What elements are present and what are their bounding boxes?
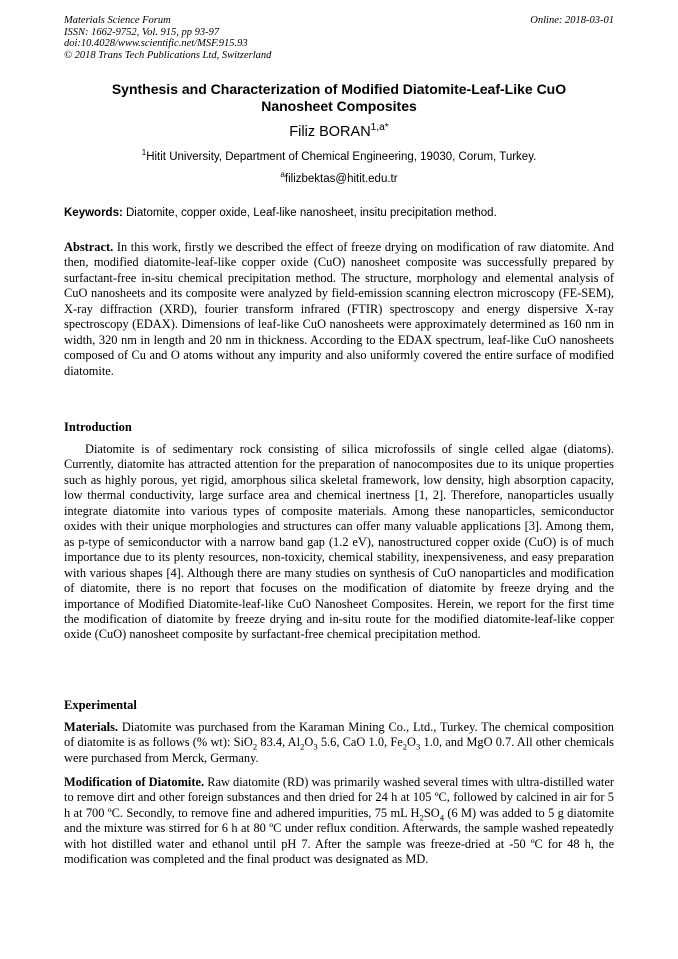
materials-sub-b3: 3 [313,741,318,752]
materials-text-a: Diatomite was purchased from the Karaman Mining Co., Ltd., Turkey. The chemical composition of diatomite is as follows (% wt): SiO [64,720,614,750]
email-text: filizbektas@hitit.edu.tr [284,173,398,185]
materials-text-b2: O [304,735,314,750]
modification-text-b: SO [423,805,440,820]
online-date: Online: 2018-03-01 [530,15,614,26]
materials-text-d: 1.0, and MgO 0.7. All other chemicals were purchased from Merck, Germany. [64,735,615,765]
journal-name: Materials Science Forum [64,15,171,26]
author-email [64,172,614,186]
modification-label: Modification of Diatomite. [64,775,205,789]
keywords-text: Diatomite, copper oxide, Leaf-like nanosheet, insitu precipitation method. [126,207,497,219]
introduction-text: Diatomite is of sedimentary rock consisting of silica microfossils of single celled algae (diatoms). Currently, diatomite has attracted attention for the preparation of nanocomposites due to its unique properties such as highly porous, yet rigid, amorphous silica skeletal framework, low density, high absorption capacity, low thermal conductivity, large surface area and chemical inertness [1, 2]. Therefore, nanoparticles usually integrate diatomite into various types of composite materials. Among these nanoparticles, semiconductor oxides with their unique morphologies and structures can offer many valuable applications [3]. Among them, as p-type of semiconductor with a narrow band gap (1.2 eV), nanostructured copper oxide (CuO) is of much importance due to its plenty resources, non-toxicity, chemical stability, inexpensiveness, and easy preparation with various shapes [4]. Although there are many studies on synthesis of CuO nanoparticles and modification of diatomite, there is no report that focuses on the modification of diatomite by freeze drying and the importance of Modified Diatomite-leaf-like CuO Nanosheet Composites. Herein, we report for the first time the modification of diatomite by freeze drying and in-situ route for the modified diatomite-leaf-like copper oxide (CuO) nanosheet composite by surfactant-free chemical precipitation method. [64,442,614,642]
modification-text-a: Raw diatomite (RD) was primarily washed several times with ultra-distilled water to remove dirt and other foreign substances and then dried for 24 h at 105 ºC, followed by calcined in air for 5 h at 700 ºC. Secondly, to remove fine and adhered impurities, 75 mL H [64,775,614,820]
author-marks: 1,a* [370,122,389,134]
affiliation [64,150,614,164]
doi-line: doi:10.4028/www.scientific.net/MSF.915.93 [64,38,248,49]
author-name: Filiz BORAN [289,124,371,140]
title-line-2: Nanosheet Composites [261,98,417,114]
materials-paragraph [64,720,614,766]
abstract-text: In this work, firstly we described the effect of freeze drying on modification of raw diatomite. And then, modified diatomite-leaf-like copper oxide (CuO) nanosheet composite was successfully prepared by surfactant-free in-situ chemical precipitation method. The structure, morphology and elemental analysis of CuO nanosheets and its composite were analyzed by field-emission scanning electron microscopy (FE-SEM), X-ray diffraction (XRD), fourier transform infrared (FTIR) spectroscopy and energy dispersive X-ray spectroscopy (EDAX). Dimensions of leaf-like CuO nanosheets were approximately determined as 160 nm in width, 320 nm in length and 20 nm in thickness. According to the EDAX spectrum, leaf-like CuO nanosheets composed of Cu and O atoms without any impurity and also uniformly covered the entire surface of modified diatomite. [64,240,614,378]
journal-header [64,15,271,61]
modification-sub-a: 2 [419,812,424,823]
materials-text-c2: O [407,735,416,750]
title-line-1: Synthesis and Characterization of Modified Diatomite-Leaf-Like CuO [111,81,567,97]
abstract-label: Abstract. [64,240,114,254]
introduction-heading: Introduction [64,420,132,434]
materials-text-c: 5.6, CaO 1.0, Fe [317,735,403,750]
copyright-line: © 2018 Trans Tech Publications Ltd, Switzerland [64,49,272,61]
email-mark: a [280,170,285,180]
materials-label: Materials. [64,720,119,734]
materials-text-b: 83.4, Al [257,735,301,750]
modification-text-c: (6 M) was added to 5 g diatomite and the mixture was stirred for 6 h at 80 ºC under reflux condition. Afterwards, the sample washed repeatedly with hot distilled water and ethanol until pH 7. After the sample was freeze-dried at -50 ºC for 48 h, the modification was completed and the final product was designated as MD. [64,805,614,867]
keywords [64,206,614,220]
materials-sub-b1: 2 [300,741,305,752]
materials-sub-c1: 2 [402,741,408,752]
modification-sub-b: 4 [439,812,445,823]
materials-sub-a: 2 [252,741,258,752]
paper-title [64,81,614,115]
issn-line: ISSN: 1662-9752, Vol. 915, pp 93-97 [64,26,220,38]
author [64,123,614,141]
modification-paragraph [64,775,614,868]
abstract [64,240,614,379]
materials-sub-c3: 3 [416,741,421,752]
keywords-label: Keywords: [64,207,123,219]
affiliation-text: Hitit University, Department of Chemical Engineering, 19030, Corum, Turkey. [146,151,537,163]
affiliation-mark: 1 [141,148,147,158]
experimental-heading: Experimental [64,698,137,712]
